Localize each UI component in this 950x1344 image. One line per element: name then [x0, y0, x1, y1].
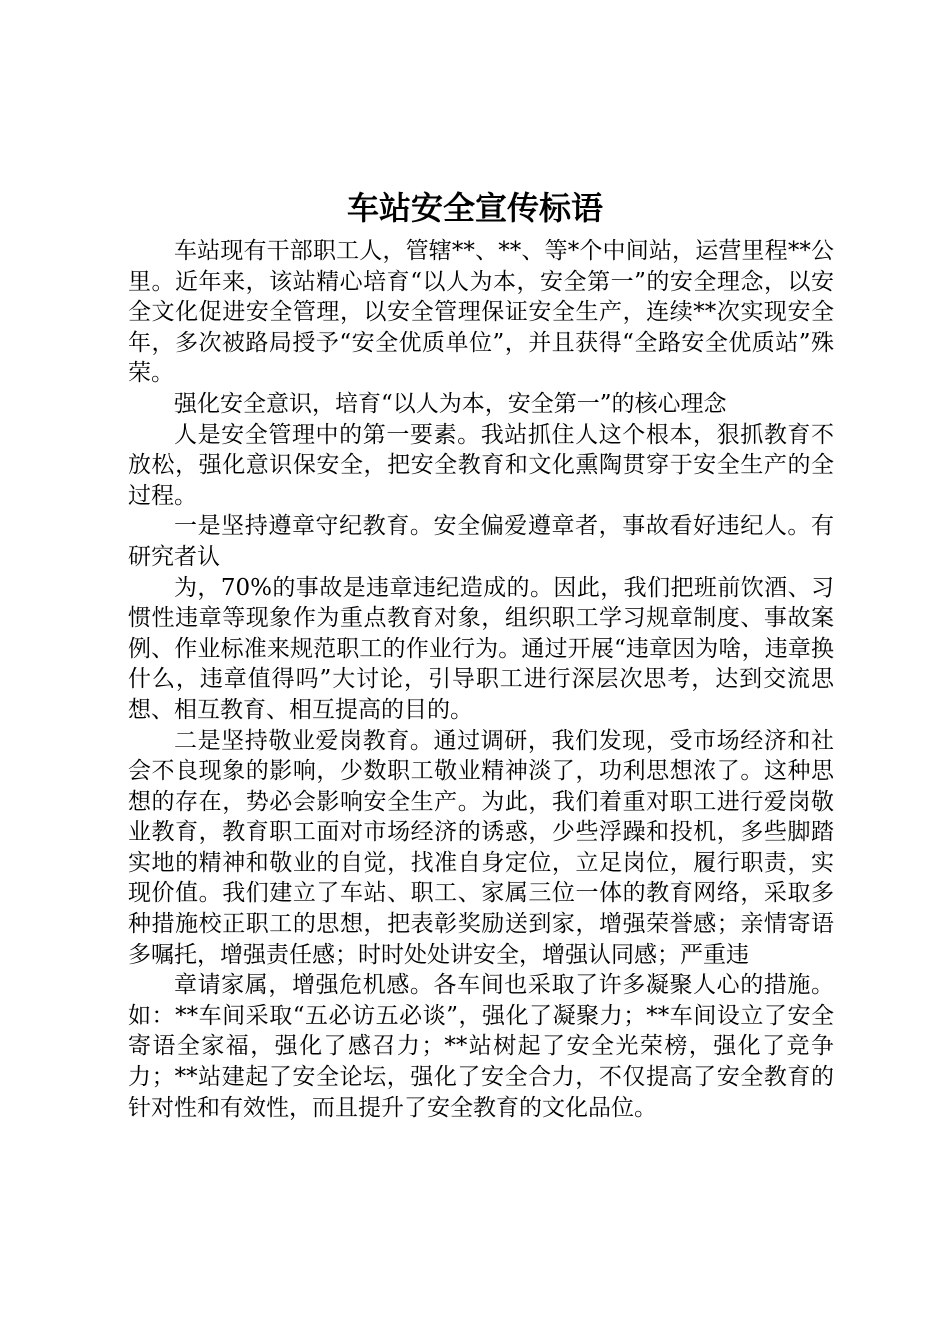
- paragraph-rules-education-cont: 为，70%的事故是违章违纪造成的。因此，我们把班前饮酒、习惯性违章等现象作为重点教育对象，组织职工学习规章制度、事故案例、作业标准来规范职工的作业行为。通过开展“违章因为啥，违章换什么，违章值得吗”大讨论，引导职工进行深层次思考，达到交流思想、相互教育、相互提高的目的。: [128, 574, 834, 723]
- paragraph-dedication-education-cont: 章请家属，增强危机感。各车间也采取了许多凝聚人心的措施。如：**车间采取“五必访五必谈”，强化了凝聚力；**车间设立了安全寄语全家福，强化了感召力；**站树起了安全光荣榜，强化了竞争力；**站建起了安全论坛，强化了安全合力，不仅提高了安全教育的针对性和有效性，而且提升了安全教育的文化品位。: [128, 972, 834, 1121]
- paragraph-intro: 车站现有干部职工人，管辖**、**、等*个中间站，运营里程**公里。近年来，该站精心培育“以人为本，安全第一”的安全理念，以安全文化促进安全管理，以安全管理保证安全生产，连续**次实现安全年，多次被路局授予“安全优质单位”，并且获得“全路安全优质站”殊荣。: [128, 238, 834, 387]
- paragraph-people-first: 人是安全管理中的第一要素。我站抓住人这个根本，狠抓教育不放松，强化意识保安全，把安全教育和文化熏陶贯穿于安全生产的全过程。: [128, 421, 834, 509]
- document-title: 车站安全宣传标语: [346, 189, 603, 227]
- paragraph-dedication-education: 二是坚持敬业爱岗教育。通过调研，我们发现，受市场经济和社会不良现象的影响，少数职工敬业精神淡了，功利思想浓了。这种思想的存在，势必会影响安全生产。为此，我们着重对职工进行爱岗敬业教育，教育职工面对市场经济的诱惑，少些浮躁和投机，多些脚踏实地的精神和敬业的自觉，找准自身定位，立足岗位，履行职责，实现价值。我们建立了车站、职工、家属三位一体的教育网络，采取多种措施校正职工的思想，把表彰奖励送到家，增强荣誉感；亲情寄语多嘱托，增强责任感；时时处处讲安全，增强认同感；严重违: [128, 727, 834, 968]
- paragraph-heading-safety-awareness: 强化安全意识，培育“以人为本，安全第一”的核心理念: [174, 390, 727, 417]
- document-body: [128, 236, 834, 1123]
- paragraph-rules-education: 一是坚持遵章守纪教育。安全偏爱遵章者，事故看好违纪人。有研究者认: [128, 513, 834, 570]
